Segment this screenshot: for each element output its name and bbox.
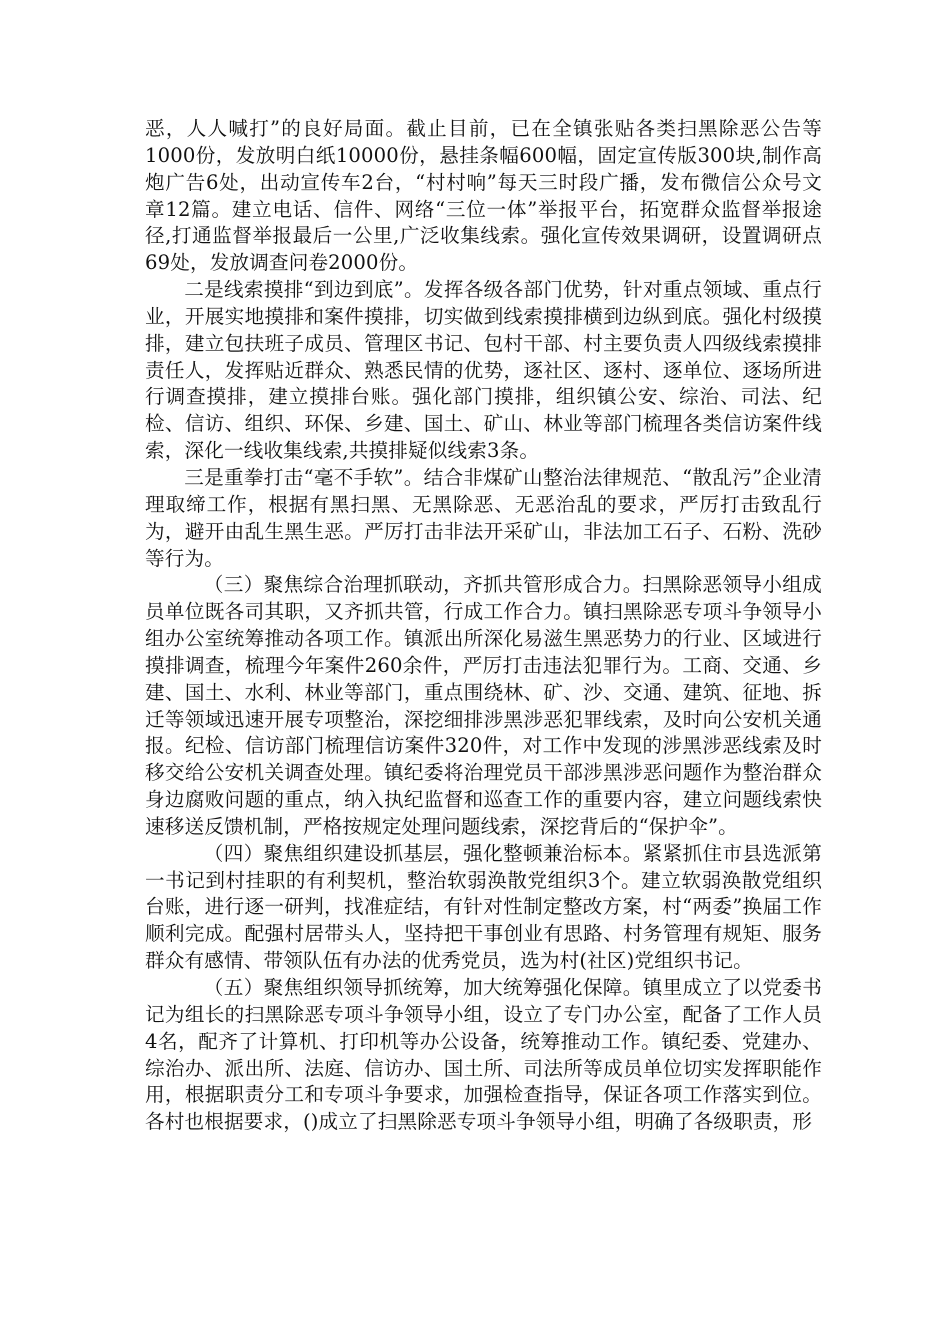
paragraph-crackdown: 三是重拳打击“毫不手软”。结合非煤矿山整治法律规范、“散乱污”企业清理取缔工作，根据有黑扫黑、无黑除恶、无恶治乱的要求，严厉打击致乱行为，避开由乱生黑生恶。严厉打击非法开采矿山，非法加工石子、石粉、洗砂等行为。 <box>145 465 822 570</box>
document-page <box>145 116 822 1136</box>
paragraph-section-5-organizational-leadership: （五）聚焦组织领导抓统筹，加大统筹强化保障。镇里成立了以党委书记为组长的扫黑除恶专项斗争领导小组，设立了专门办公室，配备了工作人员4名，配齐了计算机、打印机等办公设备，统筹推动工作。镇纪委、党建办、综治办、派出所、法庭、信访办、国土所、司法所等成员单位切实发挥职能作用，根据职责分工和专项斗争要求，加强检查指导，保证各项工作落实到位。各村也根据要求，()成立了扫黑除恶专项斗争领导小组，明确了各级职责，形 <box>145 976 822 1134</box>
paragraph-section-3-comprehensive-governance: （三）聚焦综合治理抓联动，齐抓共管形成合力。扫黑除恶领导小组成员单位既各司其职，又齐抓共管，行成工作合力。镇扫黑除恶专项斗争领导小组办公室统筹推动各项工作。镇派出所深化易滋生黑恶势力的行业、区域进行摸排调查，梳理今年案件260余件，严厉打击违法犯罪行为。工商、交通、乡建、国土、水利、林业等部门，重点围绕林、矿、沙、交通、建筑、征地、拆迁等领域迅速开展专项整治，深挖细排涉黑涉恶犯罪线索，及时向公安机关通报。纪检、信访部门梳理信访案件320件，对工作中发现的涉黑涉恶线索及时移交给公安机关调查处理。镇纪委将治理党员干部涉黑涉恶问题作为整治群众身边腐败问题的重点，纳入执纪监督和巡查工作的重要内容，建立问题线索快速移送反馈机制，严格按规定处理问题线索，深挖背后的“保护伞”。 <box>145 573 822 838</box>
paragraph-section-4-organization-building: （四）聚焦组织建设抓基层，强化整顿兼治标本。紧紧抓住市县选派第一书记到村挂职的有利契机，整治软弱涣散党组织3个。建立软弱涣散党组织台账，进行逐一研判，找准症结，有针对性制定整改方案，村“两委”换届工作顺利完成。配强村居带头人，坚持把干事创业有思路、村务管理有规矩、服务群众有感情、带领队伍有办法的优秀党员，选为村(社区)党组织书记。 <box>145 841 822 973</box>
paragraph-continuation: 恶，人人喊打”的良好局面。截止目前，已在全镇张贴各类扫黑除恶公告等1000份，发放明白纸10000份，悬挂条幅600幅，固定宣传版300块,制作高炮广告6处，出动宣传车2台，“村村响”每天三时段广播，发布微信公众号文章12篇。建立电话、信件、网络“三位一体”举报平台，拓宽群众监督举报途径,打通监督举报最后一公里,广泛收集线索。强化宣传效果调研，设置调研点69处，发放调查问卷2000份。 <box>145 117 822 275</box>
paragraph-clue-investigation: 二是线索摸排“到边到底”。发挥各级各部门优势，针对重点领域、重点行业，开展实地摸排和案件摸排，切实做到线索摸排横到边纵到底。强化村级摸排，建立包扶班子成员、管理区书记、包村干部、村主要负责人四级线索摸排责任人，发挥贴近群众、熟悉民情的优势，逐社区、逐村、逐单位、逐场所进行调查摸排，建立摸排台账。强化部门摸排，组织镇公安、综治、司法、纪检、信访、组织、环保、乡建、国土、矿山、林业等部门梳理各类信访案件线索，深化一线收集线索,共摸排疑似线索3条。 <box>145 278 822 463</box>
